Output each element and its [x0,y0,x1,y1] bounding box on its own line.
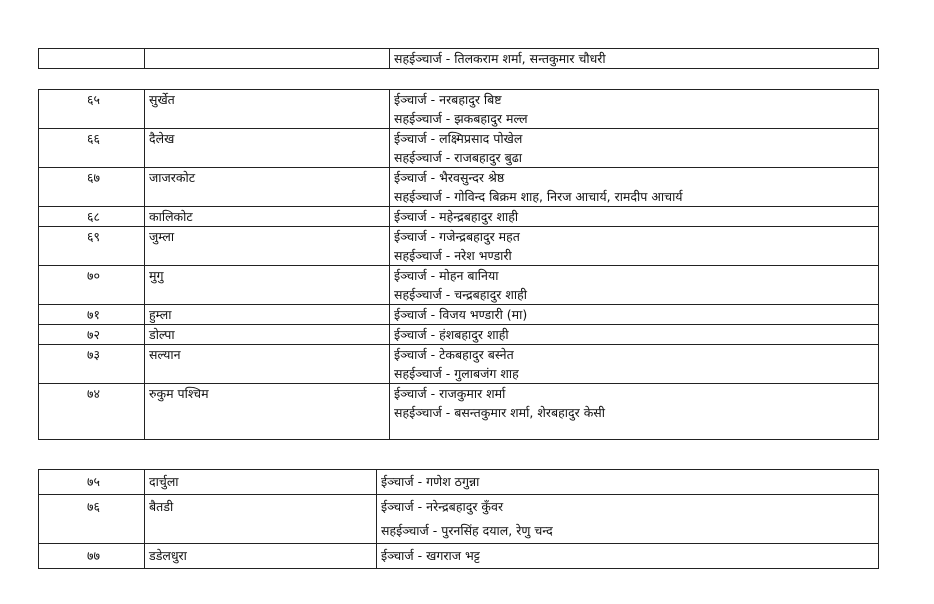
row-number: ७७ [39,544,145,569]
assignee-cell [377,544,879,569]
assignee-cell [390,227,879,266]
incharge-line: ईञ्चार्ज - मोहन बानिया [394,268,499,283]
co-incharge-line: सहईञ्चार्ज - नरेश भण्डारी [394,248,512,263]
co-incharge-line: सहईञ्चार्ज - गुलाबजंग शाह [394,366,519,381]
assignee-cell [390,345,879,384]
row-number: ६५ [39,90,145,129]
row-number: ६७ [39,168,145,207]
co-incharge-line: सहईञ्चार्ज - बसन्तकुमार शर्मा, शेरबहादुर केसी [394,405,605,420]
table-row [39,384,879,440]
district-name: डोल्पा [145,325,390,345]
table-row [39,470,879,495]
co-incharge-line: सहईञ्चार्ज - गोविन्द बिक्रम शाह, निरज आचार्य, रामदीप आचार्य [394,189,683,204]
incharge-line: ईञ्चार्ज - गणेश ठगुन्ना [381,474,480,489]
row-number: ७५ [39,470,145,495]
assignee-cell [390,266,879,305]
assignee-cell [377,495,879,544]
table-row [39,227,879,266]
assignee-cell [390,129,879,168]
incharge-line: ईञ्चार्ज - हंशबहादुर शाही [394,327,509,342]
table-row [39,49,879,69]
table-row [39,207,879,227]
district-name: मुगु [145,266,390,305]
assignee-cell [390,325,879,345]
table-row [39,544,879,569]
incharge-line: ईञ्चार्ज - राजकुमार शर्मा [394,386,506,401]
row-number: ६८ [39,207,145,227]
co-incharge-line: सहईञ्चार्ज - पुरनसिंह दयाल, रेणु चन्द [381,523,553,538]
assignment-table-karnali [38,89,879,440]
district-name: जाजरकोट [145,168,390,207]
table-row [39,305,879,325]
row-number: ६६ [39,129,145,168]
incharge-line: ईञ्चार्ज - लक्ष्मिप्रसाद पोखेल [394,131,523,146]
table-row [39,345,879,384]
assignee-cell [390,49,879,69]
district-name: रुकुम पश्चिम [145,384,390,440]
co-incharge-line: सहईञ्चार्ज - राजबहादुर बुढा [394,150,522,165]
table-row [39,495,879,544]
row-number: ७४ [39,384,145,440]
assignee-cell [377,470,879,495]
incharge-line: ईञ्चार्ज - नरेन्द्रबहादुर कुँवर [381,499,504,514]
incharge-line: ईञ्चार्ज - टेकबहादुर बस्नेत [394,347,514,362]
table-row [39,325,879,345]
incharge-line: ईञ्चार्ज - महेन्द्रबहादुर शाही [394,209,519,224]
row-number: ६९ [39,227,145,266]
incharge-line: ईञ्चार्ज - नरबहादुर बिष्ट [394,92,502,107]
co-incharge-line: सहईञ्चार्ज - झकबहादुर मल्ल [394,111,528,126]
assignment-table-sudurpaschim [38,469,879,569]
district-name: सुर्खेत [145,90,390,129]
row-number: ७१ [39,305,145,325]
table-row [39,129,879,168]
row-number: ७० [39,266,145,305]
district-name: दार्चुला [145,470,377,495]
district-name: हुम्ला [145,305,390,325]
assignee-cell [390,305,879,325]
incharge-line: ईञ्चार्ज - विजय भण्डारी (मा) [394,307,528,322]
assignee-cell [390,384,879,440]
co-incharge-line: सहईञ्चार्ज - चन्द्रबहादुर शाही [394,287,528,302]
district-name: कालिकोट [145,207,390,227]
district-name: बैतडी [145,495,377,544]
district-name [145,49,390,69]
row-number: ७६ [39,495,145,544]
district-name: जुम्ला [145,227,390,266]
district-name: दैलेख [145,129,390,168]
district-name: सल्यान [145,345,390,384]
incharge-line: ईञ्चार्ज - खगराज भट्ट [381,548,480,563]
assignee-cell [390,168,879,207]
district-name: डडेलधुरा [145,544,377,569]
assignment-table-top [38,48,879,69]
assignee-cell [390,90,879,129]
table-row [39,168,879,207]
incharge-line: ईञ्चार्ज - भैरवसुन्दर श्रेष्ठ [394,170,505,185]
row-number: ७२ [39,325,145,345]
row-number [39,49,145,69]
incharge-line: ईञ्चार्ज - गजेन्द्रबहादुर महत [394,229,520,244]
table-row [39,90,879,129]
assignee-line: सहईञ्चार्ज - तिलकराम शर्मा, सन्तकुमार चौधरी [394,51,606,66]
table-row [39,266,879,305]
row-number: ७३ [39,345,145,384]
assignee-cell [390,207,879,227]
